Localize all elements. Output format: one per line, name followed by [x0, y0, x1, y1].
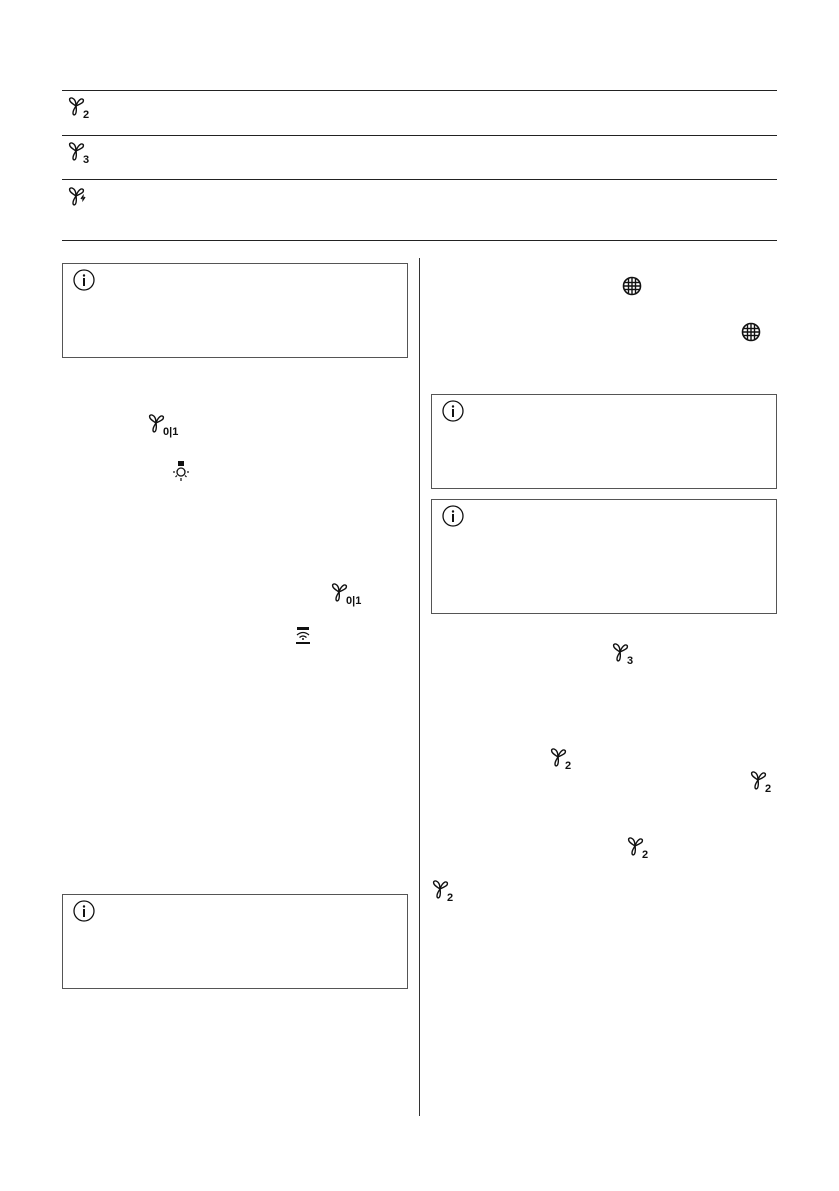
- table-row-divider: [62, 135, 777, 136]
- info-icon: [73, 900, 95, 922]
- table-bottom-rule: [62, 240, 777, 241]
- fan-speed-2-icon: [68, 97, 94, 126]
- info-icon: [73, 269, 95, 291]
- fan-speed-2-icon: [550, 748, 576, 777]
- note-box: [431, 499, 777, 614]
- fan-on-off-icon: [148, 414, 188, 443]
- svg-text:2: 2: [447, 892, 454, 904]
- svg-text:2: 2: [765, 783, 772, 795]
- grid-icon: [741, 322, 761, 347]
- table-row-divider: [62, 179, 777, 180]
- info-icon: [442, 505, 464, 527]
- table-top-rule: [62, 90, 777, 91]
- svg-text:2: 2: [642, 849, 649, 861]
- fan-speed-3-icon: [68, 142, 94, 171]
- fan-boost-icon: [68, 187, 92, 216]
- svg-text:2: 2: [565, 760, 572, 772]
- note-box: [431, 394, 777, 489]
- grid-icon: [622, 276, 642, 301]
- filter-signal-icon: [294, 626, 314, 651]
- fan-speed-2-icon: [750, 771, 776, 800]
- note-box: [62, 894, 408, 989]
- info-icon: [442, 400, 464, 422]
- svg-text:0|1: 0|1: [163, 426, 179, 438]
- svg-text:2: 2: [83, 109, 90, 121]
- fan-on-off-icon: [331, 583, 371, 612]
- note-box: [62, 263, 408, 358]
- fan-speed-2-icon: [432, 880, 458, 909]
- fan-speed-2-icon: [627, 837, 653, 866]
- fan-speed-3-icon: [612, 643, 638, 672]
- column-divider: [419, 258, 420, 1116]
- svg-text:3: 3: [83, 154, 90, 166]
- svg-text:0|1: 0|1: [346, 595, 362, 607]
- svg-text:3: 3: [627, 655, 634, 667]
- light-icon: [170, 460, 192, 489]
